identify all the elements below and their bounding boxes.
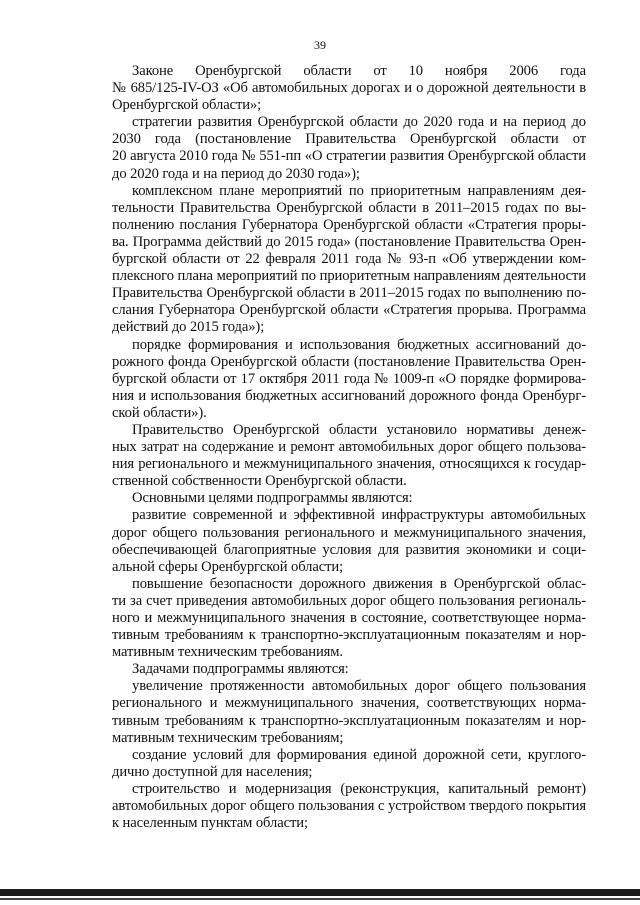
scan-edge-bar (0, 889, 640, 896)
text-line: Правительства Оренбургской области в 2011–2015 годах по выполнению по- (112, 285, 586, 302)
text-line: ской области»). (112, 404, 207, 421)
text-line: ния регионального и межмуниципального значения, относящихся к государ- (112, 456, 586, 473)
text-line: альной сферы Оренбургской области; (112, 558, 344, 575)
text-line: 20 августа 2010 года № 551-пп «О стратегии развития Оренбургской области (112, 148, 586, 165)
page-number: 39 (314, 38, 326, 52)
text-line: мативным техническим требованиям; (112, 729, 344, 746)
text-line: ственной собственности Оренбургской области. (112, 473, 407, 490)
text-line: Законе Оренбургской области от 10 ноября 2006 года (132, 63, 586, 79)
text-line: тивным требованиям к транспортно-эксплуатационным показателям и нор- (112, 712, 586, 729)
text-line: рожного фонда Оренбургской области (постановление Правительства Орен- (112, 353, 586, 370)
scan-edge-line (0, 898, 640, 900)
text-line: Оренбургской области»; (112, 97, 262, 114)
text-line: обеспечивающей благоприятные условия для развития экономики и соци- (112, 541, 586, 558)
text-line: ных затрат на содержание и ремонт автомобильных дорог общего пользова- (112, 439, 586, 456)
text-line: мативным техническим требованиям. (112, 644, 343, 661)
text-line: тельности Правительства Оренбургской области в 2011–2015 годах по вы- (112, 199, 586, 216)
text-line: Задачами подпрограммы являются: (132, 661, 349, 678)
text-line: порядке формирования и использования бюджетных ассигнований до- (132, 336, 586, 353)
text-line: развитие современной и эффективной инфраструктуры автомобильных (132, 507, 586, 524)
text-line: повышение безопасности дорожного движения в Оренбургской облас- (132, 575, 586, 592)
text-line: к населенным пунктам области; (112, 815, 308, 832)
text-line: 2030 года (постановление Правительства Оренбургской области от (112, 131, 586, 148)
text-line: регионального и межмуниципального значения, соответствующих норма- (112, 695, 586, 712)
text-line: полнению послания Губернатора Оренбургской области «Стратегия проры- (112, 216, 586, 233)
text-line: слания Губернатора Оренбургской области «Стратегия прорыва. Программа (112, 302, 586, 319)
text-line: плексного плана мероприятий по приоритетным направлениям деятельности (112, 268, 586, 285)
text-line: комплексном плане мероприятий по приоритетным направлениям дея- (132, 182, 586, 199)
text-line: Основными целями подпрограммы являются: (132, 490, 413, 507)
text-line: Правительство Оренбургской области установило нормативы денеж- (132, 421, 586, 438)
text-line: строительство и модернизация (реконструкция, капитальный ремонт) (132, 780, 586, 797)
text-line: тивным требованиям к транспортно-эксплуатационным показателям и нор- (112, 627, 586, 644)
text-line: дично доступной для населения; (112, 763, 313, 780)
text-line: бургской области от 17 октября 2011 года № 1009-п «О порядке формирова- (112, 370, 586, 387)
text-line: увеличение протяженности автомобильных дорог общего пользования (132, 678, 586, 695)
text-line: создание условий для формирования единой дорожной сети, круглого- (132, 746, 586, 763)
text-line: ного и межмуниципального значения в состояние, соответствующее норма- (112, 610, 586, 626)
text-line: ти за счет приведения автомобильных дорог общего пользования региональ- (112, 592, 586, 609)
text-line: ния и использования бюджетных ассигнований дорожного фонда Оренбург- (112, 387, 586, 404)
text-line: стратегии развития Оренбургской области до 2020 года и на период до (132, 114, 586, 131)
text-line: действий до 2015 года»); (112, 319, 265, 336)
text-line: ва. Программа действий до 2015 года» (постановление Правительства Орен- (112, 233, 586, 250)
text-line: дорог общего пользования регионального и межмуниципального значения, (112, 524, 586, 541)
text-line: автомобильных дорог общего пользования с устройством твердого покрытия (112, 798, 586, 815)
text-line: бургской области от 22 февраля 2011 года № 93-п «Об утверждении ком- (112, 251, 586, 268)
document-body (112, 63, 586, 832)
text-line: № 685/125-IV-ОЗ «Об автомобильных дорогах и о дорожной деятельности в (112, 80, 586, 97)
text-line: до 2020 года и на период до 2030 года»); (112, 165, 360, 182)
